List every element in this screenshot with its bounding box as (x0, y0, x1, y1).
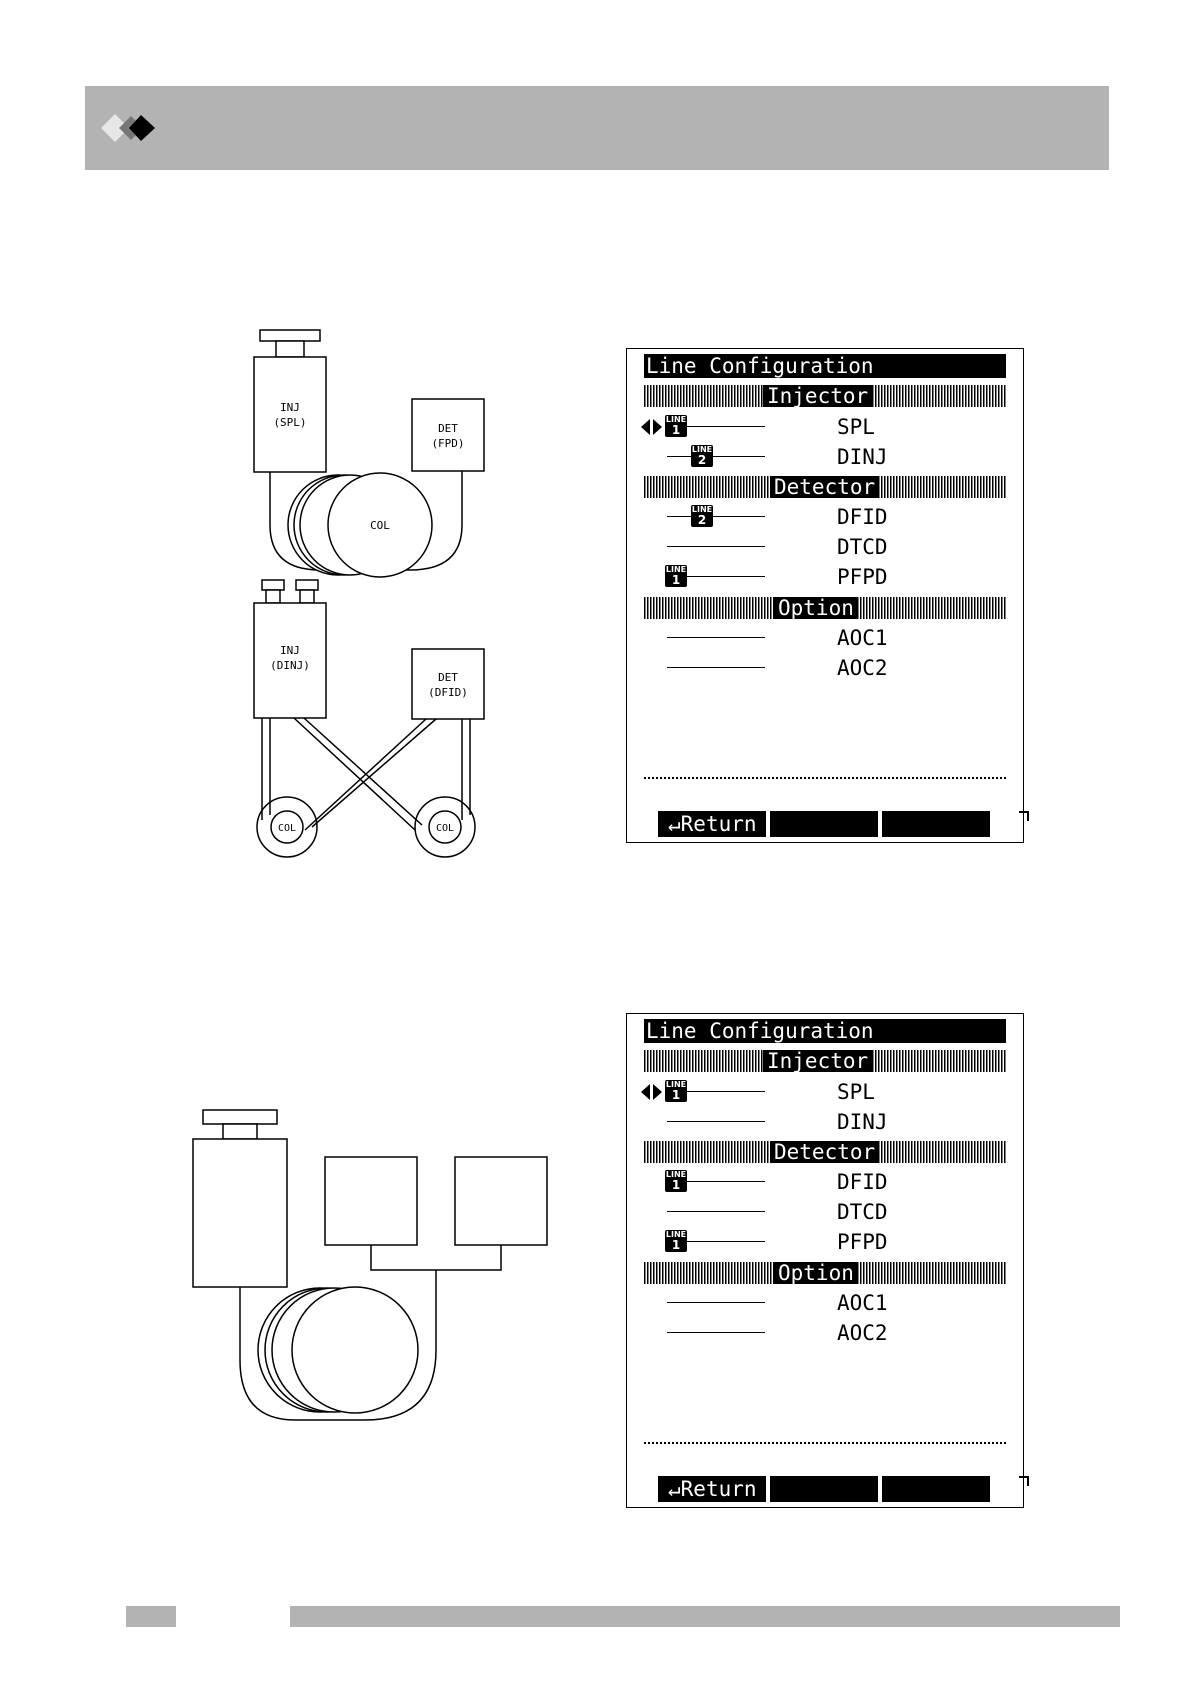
inj-label: INJ (280, 401, 300, 414)
section-detector: Detector (644, 476, 1006, 498)
injector-box (254, 357, 326, 472)
det2-type: (DFID) (428, 686, 468, 699)
detector3b-box (455, 1157, 547, 1245)
det-label: DET (438, 422, 458, 435)
figure1-schematic (230, 320, 510, 590)
list-item-pfpd[interactable]: LINE 1 PFPD (665, 1230, 888, 1254)
detector2-box (412, 649, 484, 719)
list-item-spl[interactable]: LINE 1 SPL (641, 414, 1011, 440)
softkey-2[interactable] (770, 811, 878, 837)
list-item-dfid[interactable]: LINE 2 DFID (641, 504, 1011, 530)
page-corner-icon (1019, 811, 1029, 821)
divider (644, 777, 1006, 779)
list-item-dfid[interactable]: LINE 1 DFID (665, 1170, 888, 1194)
softkey-bar (658, 1476, 988, 1502)
detector-box (412, 399, 484, 471)
left-right-cursor-icon (641, 1084, 663, 1100)
list-item-dinj[interactable]: DINJ (641, 1109, 1011, 1135)
list-item-aoc2[interactable]: AOC2 (641, 655, 1011, 681)
figure3-schematic (185, 1100, 565, 1435)
softkey-2[interactable] (770, 1476, 878, 1502)
col-label: COL (370, 519, 390, 532)
det2-label: DET (438, 671, 458, 684)
line-badge-icon: LINE 1 (665, 415, 687, 437)
figure2-schematic (230, 575, 510, 860)
detector3a-box (325, 1157, 417, 1245)
diamond-arrows-icon (99, 112, 163, 144)
column3-coil (292, 1287, 418, 1413)
left-right-cursor-icon (641, 419, 663, 435)
softkey-3[interactable] (882, 811, 990, 837)
inj2-label: INJ (280, 644, 300, 657)
list-item-aoc1[interactable]: AOC1 (641, 1290, 1011, 1316)
screen-title: Line Configuration (644, 354, 1006, 378)
screen-title: Line Configuration (644, 1019, 1006, 1043)
list-item-pfpd[interactable]: LINE 1 PFPD (665, 565, 888, 589)
line-badge-icon: LINE 1 (665, 1230, 687, 1252)
softkey-bar (658, 811, 988, 837)
list-item-dtcd[interactable]: DTCD (641, 1199, 1011, 1225)
line-badge-icon: LINE 1 (665, 1080, 687, 1102)
inj-type: (SPL) (273, 416, 307, 429)
page-corner-icon (1019, 1476, 1029, 1486)
line-badge-icon: LINE 2 (691, 445, 713, 467)
det-type: (FPD) (431, 437, 465, 450)
injector-cap (260, 330, 320, 341)
col-left-label: COL (277, 823, 297, 834)
return-arrow-icon: ↵ (668, 1477, 681, 1501)
inj2-type: (DINJ) (270, 659, 310, 672)
return-arrow-icon: ↵ (668, 812, 681, 836)
list-item-aoc2[interactable]: AOC2 (641, 1320, 1011, 1346)
section-detector: Detector (644, 1141, 1006, 1163)
section-injector: Injector (644, 385, 1006, 407)
header-band (85, 86, 1109, 170)
injector3-box (193, 1139, 287, 1287)
footer-page-tab (126, 1606, 176, 1627)
line-badge-icon: LINE 1 (665, 565, 687, 587)
list-item-aoc1[interactable]: AOC1 (641, 625, 1011, 651)
divider (644, 1442, 1006, 1444)
softkey-3[interactable] (882, 1476, 990, 1502)
section-option: Option (644, 1262, 1006, 1284)
return-button[interactable]: ↵Return (658, 811, 766, 837)
lcd-screen-1 (626, 348, 1024, 843)
section-injector: Injector (644, 1050, 1006, 1072)
col-right-label: COL (435, 823, 455, 834)
footer-band (290, 1606, 1120, 1627)
list-item-spl[interactable]: LINE 1 SPL (641, 1079, 1011, 1105)
list-item-dtcd[interactable]: DTCD (641, 534, 1011, 560)
section-option: Option (644, 597, 1006, 619)
line-badge-icon: LINE 1 (665, 1170, 687, 1192)
return-button[interactable]: ↵Return (658, 1476, 766, 1502)
lcd-screen-2 (626, 1013, 1024, 1508)
injector-neck (276, 341, 304, 357)
list-item-dinj[interactable]: LINE 2 DINJ (641, 444, 1011, 470)
line-badge-icon: LINE 2 (691, 505, 713, 527)
